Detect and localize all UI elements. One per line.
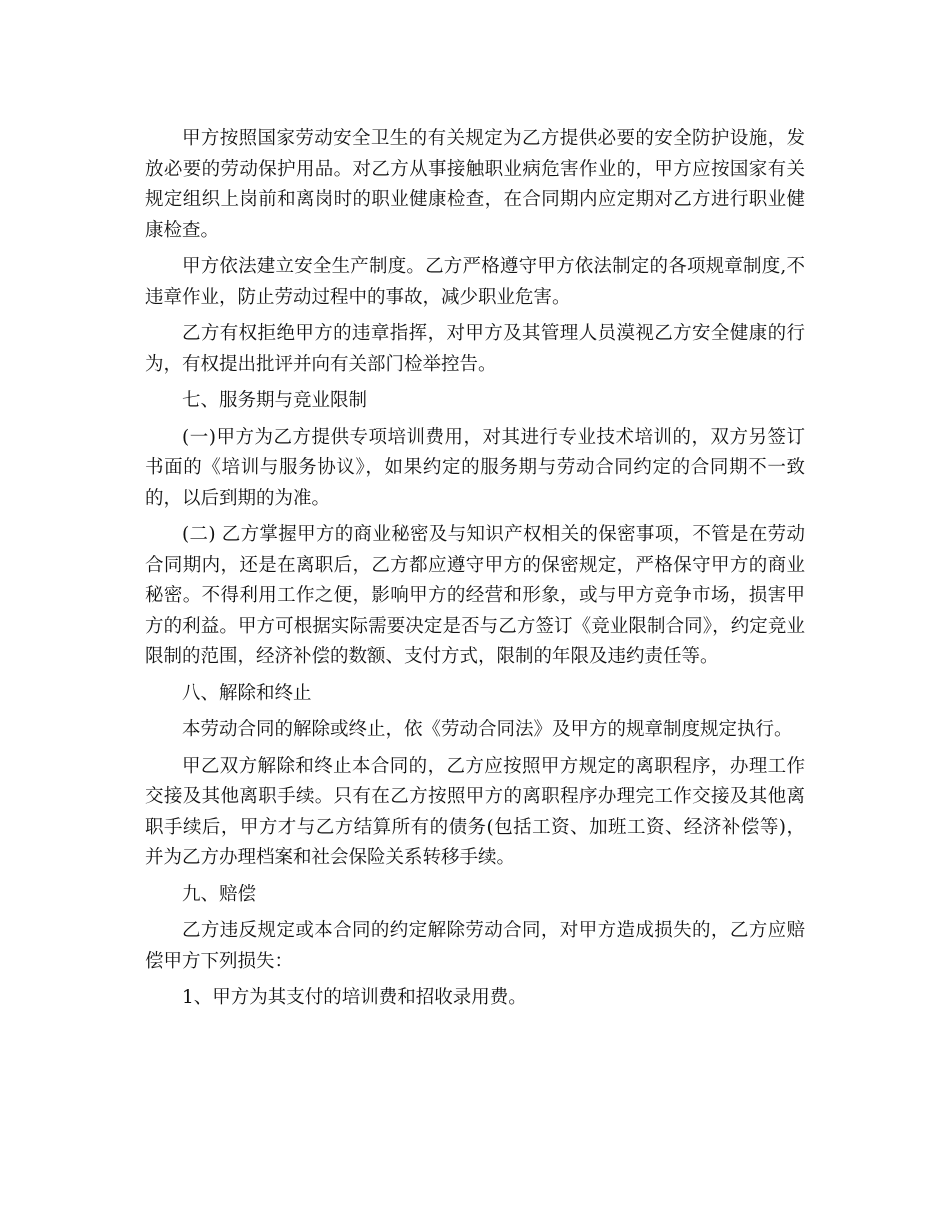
section-heading-termination: 八、解除和终止 (182, 682, 312, 704)
paragraph-resignation-procedure: 甲乙双方解除和终止本合同的，乙方应按照甲方规定的离职程序，办理工作交接及其他离职手续。只有在乙方按照甲方的离职程序办理完工作交接及其他离职手续后，甲方才与乙方结算所有的债务(包括工资、加班工资、经济补偿等)，并为乙方办理档案和社会保险关系转移手续。 (145, 755, 805, 868)
paragraph-training-agreement: (一)甲方为乙方提供专项培训费用，对其进行专业技术培训的，双方另签订书面的《培训与服务协议》，如果约定的服务期与劳动合同约定的合同期不一致的，以后到期的为准。 (145, 426, 805, 509)
document-body (145, 124, 805, 1020)
paragraph-compensation-liability: 乙方违反规定或本合同的约定解除劳动合同，对甲方造成损失的，乙方应赔偿甲方下列损失： (145, 920, 805, 972)
section-heading-compensation: 九、赔偿 (182, 883, 257, 905)
paragraph-confidentiality: (二) 乙方掌握甲方的商业秘密及与知识产权相关的保密事项，不管是在劳动合同期内，还是在离职后，乙方都应遵守甲方的保密规定，严格保守甲方的商业秘密。不得利用工作之便，影响甲方的经营和形象，或与甲方竞争市场，损害甲方的利益。甲方可根据实际需要决定是否与乙方签订《竞业限制合同》，约定竞业限制的范围，经济补偿的数额、支付方式，限制的年限及违约责任等。 (145, 524, 805, 667)
paragraph-right-to-refuse: 乙方有权拒绝甲方的违章指挥，对甲方及其管理人员漠视乙方安全健康的行为，有权提出批评并向有关部门检举控告。 (145, 323, 805, 375)
paragraph-safety-protection: 甲方按照国家劳动安全卫生的有关规定为乙方提供必要的安全防护设施，发放必要的劳动保护用品。对乙方从事接触职业病危害作业的，甲方应按国家有关规定组织上岗前和离岗时的职业健康检查，在合同期内应定期对乙方进行职业健康检查。 (145, 128, 805, 241)
section-heading-service-period: 七、服务期与竞业限制 (182, 390, 368, 411)
paragraph-safety-system: 甲方依法建立安全生产制度。乙方严格遵守甲方依法制定的各项规章制度,不违章作业，防止劳动过程中的事故，减少职业危害。 (145, 256, 805, 308)
paragraph-termination-rules: 本劳动合同的解除或终止，依《劳动合同法》及甲方的规章制度规定执行。 (182, 719, 793, 740)
paragraph-compensation-item-1: 1、甲方为其支付的培训费和招收录用费。 (182, 987, 527, 1008)
